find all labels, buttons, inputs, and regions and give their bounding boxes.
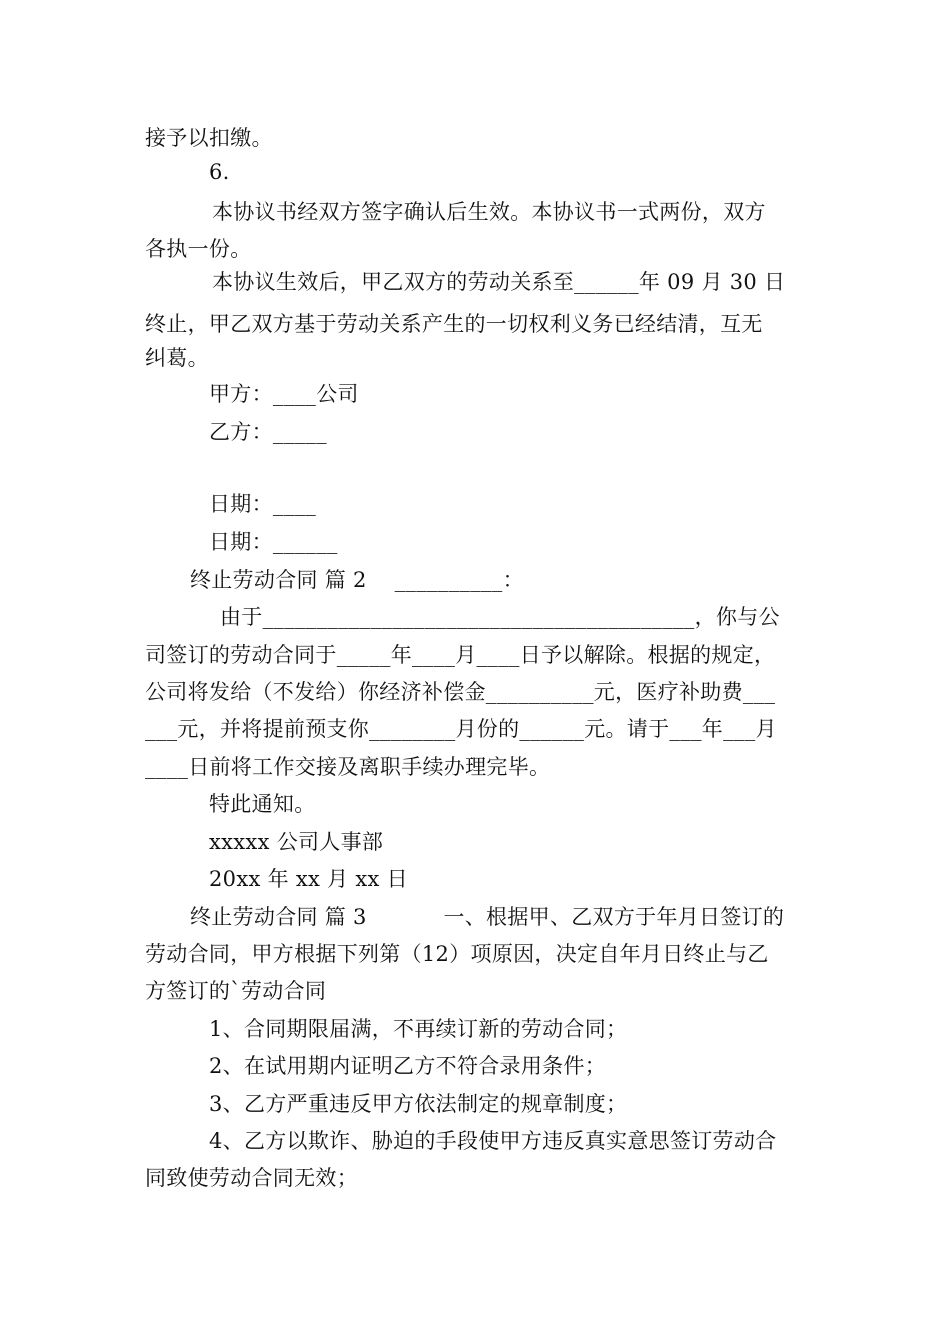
text-line: 劳动合同，甲方根据下列第（12）项原因，决定自年月日终止与乙 — [145, 942, 769, 966]
list-item: 1、合同期限届满，不再续订新的劳动合同； — [209, 1017, 628, 1041]
section-heading: 终止劳动合同 篇 2 __________： — [190, 568, 524, 592]
party-a-line: 甲方：____公司 — [209, 382, 359, 406]
list-item: 3、乙方严重违反甲方依法制定的规章制度； — [209, 1092, 628, 1116]
list-item: 4、乙方以欺诈、胁迫的手段使甲方违反真实意思签订劳动合 — [209, 1129, 777, 1153]
date-line: 日期：____ — [209, 492, 317, 516]
text-line: ____日前将工作交接及离职手续办理完毕。 — [145, 755, 551, 779]
text-line: 司签订的劳动合同于_____年____月____日予以解除。根据的规定， — [145, 643, 776, 667]
text-line: 纠葛。 — [145, 346, 209, 370]
text-line: 各执一份。 — [145, 237, 252, 261]
list-number: 6. — [209, 160, 230, 184]
text-line: 本协议生效后，甲乙双方的劳动关系至______年 09 月 30 日 — [212, 270, 786, 294]
date-line: 日期：______ — [209, 530, 338, 554]
text-line: 终止，甲乙双方基于劳动关系产生的一切权利义务已经结清，互无 — [145, 312, 763, 336]
section-heading: 终止劳动合同 篇 3 一、根据甲、乙双方于年月日签订的 — [190, 905, 785, 929]
party-b-line: 乙方：_____ — [209, 420, 327, 444]
text-line: ___元，并将提前预支你________月份的______元。请于___年___月 — [145, 717, 777, 741]
text-line: 本协议书经双方签字确认后生效。本协议书一式两份，双方 — [212, 200, 766, 224]
text-line: 接予以扣缴。 — [145, 126, 273, 150]
text-line: 方签订的`劳动合同 — [145, 979, 327, 1003]
signature-department: xxxxx 公司人事部 — [209, 830, 384, 854]
text-line: 由于________________________________________，你与公 — [220, 605, 780, 629]
text-line: 特此通知。 — [209, 792, 316, 816]
list-item: 2、在试用期内证明乙方不符合录用条件； — [209, 1054, 607, 1078]
signature-date: 20xx 年 xx 月 xx 日 — [209, 867, 408, 891]
text-line: 公司将发给（不发给）你经济补偿金__________元，医疗补助费___ — [145, 680, 776, 704]
text-line: 同致使劳动合同无效； — [145, 1166, 358, 1190]
